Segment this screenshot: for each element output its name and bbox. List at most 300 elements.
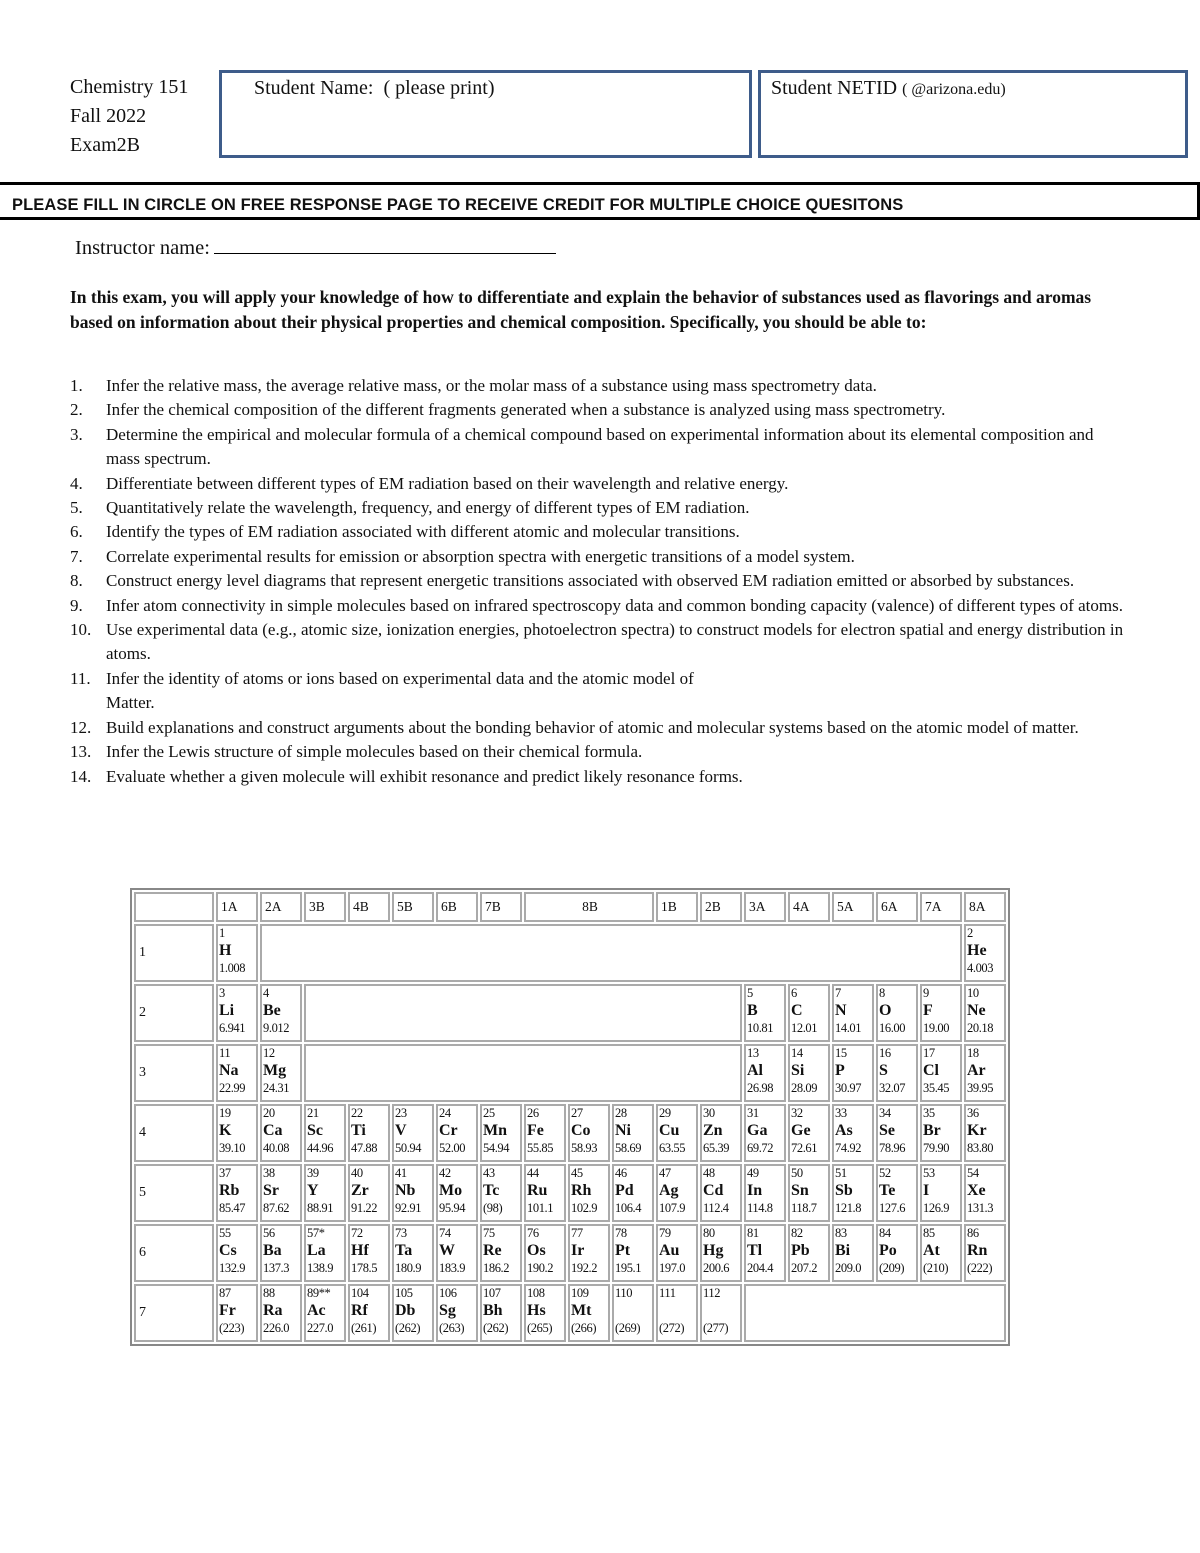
- atomic-number: 87: [219, 1286, 231, 1300]
- atomic-number: 16: [879, 1046, 891, 1060]
- element-cell: [656, 1284, 698, 1342]
- atomic-mass: (223): [219, 1321, 245, 1335]
- element-symbol: Au: [659, 1242, 680, 1259]
- atomic-mass: 55.85: [527, 1141, 554, 1155]
- element-cell: [700, 1104, 742, 1162]
- instruction-banner: PLEASE FILL IN CIRCLE ON FREE RESPONSE PAGE TO RECEIVE CREDIT FOR MULTIPLE CHOICE QUESITONS: [0, 182, 1200, 220]
- atomic-number: 21: [307, 1106, 319, 1120]
- element-cell: [568, 1164, 610, 1222]
- objective-item: 9. Infer atom connectivity in simple molecules based on infrared spectroscopy data and common bonding capacity (valence) of different types of atoms.: [70, 595, 1123, 615]
- objective-item: 13. Infer the Lewis structure of simple molecules based on their chemical formula.: [70, 742, 643, 762]
- group-header: 6A: [876, 892, 918, 922]
- element-cell: [480, 1224, 522, 1282]
- element-symbol: Bh: [483, 1302, 503, 1319]
- atomic-number: 50: [791, 1166, 803, 1180]
- atomic-number: 1: [219, 926, 225, 940]
- atomic-number: 45: [571, 1166, 583, 1180]
- element-symbol: Hs: [527, 1302, 546, 1319]
- element-symbol: [615, 1301, 651, 1321]
- atomic-mass: 12.01: [791, 1021, 818, 1035]
- objective-item: 12. Build explanations and construct arguments about the bonding behavior of atomic and molecular systems based on the atomic model of matter.: [70, 717, 1079, 737]
- blank-cell: [744, 1284, 1006, 1342]
- atomic-number: 10: [967, 986, 979, 1000]
- element-symbol: Nb: [395, 1182, 416, 1199]
- element-cell: [216, 1104, 258, 1162]
- atomic-number: 78: [615, 1226, 627, 1240]
- objective-item: 1. Infer the relative mass, the average relative mass, or the molar mass of a substance using mass spectrometry data.: [70, 376, 877, 395]
- group-header: 1B: [656, 892, 698, 922]
- atomic-number: 12: [263, 1046, 275, 1060]
- element-cell: [876, 1044, 918, 1102]
- atomic-number: 25: [483, 1106, 495, 1120]
- element-symbol: Rf: [351, 1302, 368, 1319]
- learning-objectives: [70, 374, 1130, 789]
- atomic-mass: 40.08: [263, 1141, 290, 1155]
- objective-item: 10. Use experimental data (e.g., atomic size, ionization energies, photoelectron spectra) to construct models for electron spatial and energy distribution in atoms.: [70, 620, 1124, 664]
- atomic-mass: 209.0: [835, 1261, 862, 1275]
- atomic-mass: 227.0: [307, 1321, 334, 1335]
- element-cell: [392, 1224, 434, 1282]
- atomic-mass: 44.96: [307, 1141, 334, 1155]
- period-label: 4: [134, 1104, 214, 1162]
- atomic-number: 75: [483, 1226, 495, 1240]
- atomic-mass: 207.2: [791, 1261, 818, 1275]
- atomic-number: 32: [791, 1106, 803, 1120]
- atomic-mass: 178.5: [351, 1261, 378, 1275]
- atomic-mass: 114.8: [747, 1201, 773, 1215]
- element-cell: [304, 1224, 346, 1282]
- atomic-mass: 85.47: [219, 1201, 246, 1215]
- element-symbol: Sr: [263, 1182, 279, 1199]
- element-symbol: Cs: [219, 1242, 237, 1259]
- group-header: 1A: [216, 892, 258, 922]
- atomic-mass: 9.012: [263, 1021, 290, 1035]
- atomic-mass: 16.00: [879, 1021, 906, 1035]
- element-symbol: In: [747, 1182, 763, 1199]
- atomic-number: 74: [439, 1226, 451, 1240]
- atomic-number: 27: [571, 1106, 583, 1120]
- element-cell: [832, 1104, 874, 1162]
- atomic-number: 105: [395, 1286, 413, 1300]
- element-cell: [216, 1284, 258, 1342]
- atomic-number: 24: [439, 1106, 451, 1120]
- element-symbol: Pd: [615, 1182, 634, 1199]
- element-symbol: Ba: [263, 1242, 282, 1259]
- atomic-number: 88: [263, 1286, 275, 1300]
- element-symbol: N: [835, 1002, 847, 1019]
- atomic-number: 51: [835, 1166, 847, 1180]
- atomic-number: 43: [483, 1166, 495, 1180]
- objective-item: 2. Infer the chemical composition of the different fragments generated when a substance is analyzed using mass spectrometry.: [70, 400, 946, 420]
- atomic-number: 3: [219, 986, 225, 1000]
- atomic-number: 73: [395, 1226, 407, 1240]
- atomic-number: 110: [615, 1286, 633, 1300]
- element-cell: [876, 1104, 918, 1162]
- element-cell: [920, 1044, 962, 1102]
- term: Fall 2022: [70, 105, 147, 127]
- atomic-mass: 106.4: [615, 1201, 642, 1215]
- period-label: 2: [134, 984, 214, 1042]
- element-cell: [744, 984, 786, 1042]
- element-symbol: Fe: [527, 1122, 544, 1139]
- atomic-mass: 78.96: [879, 1141, 906, 1155]
- element-symbol: Rb: [219, 1182, 240, 1199]
- course-name: Chemistry 151: [70, 76, 189, 98]
- element-cell: [568, 1104, 610, 1162]
- element-cell: [436, 1284, 478, 1342]
- atomic-number: 111: [659, 1286, 676, 1300]
- element-cell: [348, 1284, 390, 1342]
- atomic-mass: 58.93: [571, 1141, 598, 1155]
- blank-cell: [304, 984, 742, 1042]
- element-cell: [920, 1104, 962, 1162]
- element-symbol: Co: [571, 1122, 591, 1139]
- element-symbol: S: [879, 1062, 888, 1079]
- atomic-number: 56: [263, 1226, 275, 1240]
- group-header: 5B: [392, 892, 434, 922]
- objective-item: 8. Construct energy level diagrams that represent energetic transitions associated with observed EM radiation emitted or absorbed by substances.: [70, 571, 1075, 591]
- element-cell: [832, 1044, 874, 1102]
- atomic-mass: 30.97: [835, 1081, 862, 1095]
- atomic-mass: 101.1: [527, 1201, 554, 1215]
- element-symbol: Db: [395, 1302, 416, 1319]
- element-symbol: Cd: [703, 1182, 724, 1199]
- atomic-mass: 74.92: [835, 1141, 862, 1155]
- atomic-mass: 10.81: [747, 1021, 774, 1035]
- group-header: 2B: [700, 892, 742, 922]
- atomic-mass: 183.9: [439, 1261, 466, 1275]
- atomic-mass: 91.22: [351, 1201, 378, 1215]
- atomic-number: 52: [879, 1166, 891, 1180]
- element-cell: [612, 1284, 654, 1342]
- atomic-number: 6: [791, 986, 797, 1000]
- atomic-mass: 204.4: [747, 1261, 774, 1275]
- element-symbol: B: [747, 1002, 758, 1019]
- element-cell: [612, 1224, 654, 1282]
- atomic-mass: 127.6: [879, 1201, 906, 1215]
- element-cell: [568, 1284, 610, 1342]
- element-cell: [216, 1164, 258, 1222]
- element-symbol: V: [395, 1122, 407, 1139]
- element-symbol: Ir: [571, 1242, 585, 1259]
- atomic-mass: 137.3: [263, 1261, 290, 1275]
- element-symbol: Pt: [615, 1242, 631, 1259]
- element-cell: [788, 1104, 830, 1162]
- atomic-mass: 22.99: [219, 1081, 246, 1095]
- element-symbol: Kr: [967, 1122, 987, 1139]
- element-cell: [964, 1224, 1006, 1282]
- atomic-mass: (263): [439, 1321, 465, 1335]
- atomic-number: 28: [615, 1106, 627, 1120]
- period-row: [134, 1104, 1006, 1162]
- element-symbol: F: [923, 1002, 933, 1019]
- atomic-mass: 118.7: [791, 1201, 817, 1215]
- element-cell: [524, 1284, 566, 1342]
- element-symbol: Be: [263, 1002, 281, 1019]
- element-cell: [392, 1104, 434, 1162]
- atomic-mass: 102.9: [571, 1201, 598, 1215]
- period-row: [134, 1164, 1006, 1222]
- table-header-row: [134, 892, 1006, 922]
- atomic-number: 79: [659, 1226, 671, 1240]
- atomic-number: 26: [527, 1106, 539, 1120]
- element-symbol: P: [835, 1062, 845, 1079]
- element-symbol: Xe: [967, 1182, 986, 1199]
- atomic-number: 18: [967, 1046, 979, 1060]
- objective-item: 6. Identify the types of EM radiation associated with different atomic and molecular transitions.: [70, 522, 740, 542]
- atomic-number: 38: [263, 1166, 275, 1180]
- atomic-number: 107: [483, 1286, 501, 1300]
- atomic-mass: 88.91: [307, 1201, 334, 1215]
- atomic-mass: (222): [967, 1261, 993, 1275]
- atomic-number: 14: [791, 1046, 803, 1060]
- atomic-number: 31: [747, 1106, 759, 1120]
- element-symbol: Tc: [483, 1182, 500, 1199]
- atomic-mass: 39.10: [219, 1141, 246, 1155]
- period-row: [134, 924, 1006, 982]
- element-symbol: Cl: [923, 1062, 939, 1079]
- atomic-mass: 180.9: [395, 1261, 422, 1275]
- element-cell: [216, 1044, 258, 1102]
- atomic-mass: 65.39: [703, 1141, 730, 1155]
- period-row: [134, 1224, 1006, 1282]
- atomic-number: 34: [879, 1106, 891, 1120]
- element-cell: [964, 924, 1006, 982]
- atomic-mass: 87.62: [263, 1201, 290, 1215]
- element-cell: [304, 1164, 346, 1222]
- atomic-mass: 14.01: [835, 1021, 862, 1035]
- atomic-number: 84: [879, 1226, 891, 1240]
- atomic-mass: 107.9: [659, 1201, 686, 1215]
- atomic-number: 112: [703, 1286, 721, 1300]
- atomic-mass: 92.91: [395, 1201, 422, 1215]
- element-cell: [832, 984, 874, 1042]
- group-header: 3A: [744, 892, 786, 922]
- atomic-mass: (261): [351, 1321, 377, 1335]
- atomic-number: 57*: [307, 1226, 325, 1240]
- atomic-mass: 112.4: [703, 1201, 729, 1215]
- element-cell: [524, 1164, 566, 1222]
- element-cell: [656, 1224, 698, 1282]
- atomic-mass: 226.0: [263, 1321, 290, 1335]
- atomic-mass: 32.07: [879, 1081, 906, 1095]
- element-cell: [876, 984, 918, 1042]
- element-symbol: Mn: [483, 1122, 507, 1139]
- element-symbol: Sc: [307, 1122, 323, 1139]
- element-symbol: I: [923, 1182, 930, 1199]
- blank-cell: [304, 1044, 742, 1102]
- element-symbol: Fr: [219, 1302, 236, 1319]
- atomic-mass: 95.94: [439, 1201, 466, 1215]
- atomic-mass: 121.8: [835, 1201, 862, 1215]
- objective-item: 4. Differentiate between different types of EM radiation based on their wavelength and relative energy.: [70, 473, 789, 493]
- element-symbol: H: [219, 942, 232, 959]
- period-label: 7: [134, 1284, 214, 1342]
- element-symbol: Hf: [351, 1242, 369, 1259]
- element-cell: [700, 1224, 742, 1282]
- group-header: 2A: [260, 892, 302, 922]
- element-symbol: Ar: [967, 1062, 986, 1079]
- element-symbol: [703, 1301, 739, 1321]
- group-header: 8A: [964, 892, 1006, 922]
- group-header: 3B: [304, 892, 346, 922]
- atomic-number: 15: [835, 1046, 847, 1060]
- period-row: [134, 1044, 1006, 1102]
- element-symbol: Si: [791, 1062, 805, 1079]
- element-cell: [788, 1044, 830, 1102]
- atomic-number: 72: [351, 1226, 363, 1240]
- element-cell: [964, 984, 1006, 1042]
- objective-item: 14. Evaluate whether a given molecule will exhibit resonance and predict likely resonance forms.: [70, 766, 743, 786]
- instructor-label: Instructor name:: [75, 237, 210, 259]
- atomic-number: 2: [967, 926, 973, 940]
- instructor-name-row: [75, 233, 556, 260]
- atomic-number: 5: [747, 986, 753, 1000]
- element-symbol: Sn: [791, 1182, 809, 1199]
- element-cell: [480, 1104, 522, 1162]
- element-cell: [216, 984, 258, 1042]
- element-cell: [656, 1104, 698, 1162]
- atomic-number: 44: [527, 1166, 539, 1180]
- element-symbol: C: [791, 1002, 803, 1019]
- atomic-mass: (265): [527, 1321, 553, 1335]
- atomic-mass: 6.941: [219, 1021, 246, 1035]
- period-label: 6: [134, 1224, 214, 1282]
- netid-hint: ( @arizona.edu): [902, 81, 1006, 98]
- atomic-mass: 138.9: [307, 1261, 334, 1275]
- element-cell: [304, 1284, 346, 1342]
- objective-item: 3. Determine the empirical and molecular formula of a chemical compound based on experimental information about its elemental composition and mass spectrum.: [70, 424, 1094, 469]
- atomic-mass: 24.31: [263, 1081, 290, 1095]
- atomic-mass: (262): [395, 1321, 421, 1335]
- element-symbol: Al: [747, 1062, 763, 1079]
- atomic-number: 4: [263, 986, 269, 1000]
- group-header: 6B: [436, 892, 478, 922]
- element-cell: [744, 1104, 786, 1162]
- element-cell: [832, 1164, 874, 1222]
- atomic-mass: (262): [483, 1321, 509, 1335]
- element-cell: [744, 1164, 786, 1222]
- atomic-mass: 131.3: [967, 1201, 994, 1215]
- atomic-number: 9: [923, 986, 929, 1000]
- element-symbol: [659, 1301, 695, 1321]
- atomic-mass: (209): [879, 1261, 905, 1275]
- atomic-mass: (269): [615, 1321, 641, 1335]
- element-cell: [568, 1224, 610, 1282]
- atomic-number: 89**: [307, 1286, 331, 1300]
- atomic-number: 53: [923, 1166, 935, 1180]
- periodic-table: [130, 888, 1010, 1346]
- element-cell: [216, 924, 258, 982]
- element-cell: [524, 1224, 566, 1282]
- element-cell: [436, 1104, 478, 1162]
- objective-item: 11. Infer the identity of atoms or ions based on experimental data and the atomic model of Matter.: [70, 668, 694, 713]
- atomic-mass: 52.00: [439, 1141, 466, 1155]
- atomic-mass: 190.2: [527, 1261, 554, 1275]
- element-symbol: Ra: [263, 1302, 283, 1319]
- atomic-number: 104: [351, 1286, 369, 1300]
- element-cell: [832, 1224, 874, 1282]
- atomic-number: 40: [351, 1166, 363, 1180]
- element-cell: [876, 1224, 918, 1282]
- atomic-number: 49: [747, 1166, 759, 1180]
- element-symbol: O: [879, 1002, 892, 1019]
- element-cell: [920, 1164, 962, 1222]
- atomic-number: 23: [395, 1106, 407, 1120]
- element-symbol: Br: [923, 1122, 941, 1139]
- element-cell: [260, 1044, 302, 1102]
- atomic-mass: 39.95: [967, 1081, 994, 1095]
- element-symbol: Mo: [439, 1182, 463, 1199]
- element-symbol: Ti: [351, 1122, 366, 1139]
- atomic-number: 108: [527, 1286, 545, 1300]
- element-symbol: Ta: [395, 1242, 413, 1259]
- atomic-number: 11: [219, 1046, 231, 1060]
- atomic-number: 81: [747, 1226, 759, 1240]
- student-name-field[interactable]: [219, 70, 752, 158]
- period-label: 1: [134, 924, 214, 982]
- atomic-mass: 69.72: [747, 1141, 774, 1155]
- atomic-mass: (98): [483, 1201, 503, 1215]
- element-symbol: Ne: [967, 1002, 986, 1019]
- element-symbol: W: [439, 1242, 455, 1259]
- element-cell: [348, 1104, 390, 1162]
- element-symbol: Cu: [659, 1122, 680, 1139]
- atomic-mass: 63.55: [659, 1141, 686, 1155]
- element-cell: [612, 1104, 654, 1162]
- element-symbol: Ac: [307, 1302, 326, 1319]
- atomic-mass: 20.18: [967, 1021, 994, 1035]
- element-symbol: Hg: [703, 1242, 724, 1259]
- element-cell: [480, 1284, 522, 1342]
- element-symbol: Ga: [747, 1122, 768, 1139]
- atomic-number: 55: [219, 1226, 231, 1240]
- exam-id: Exam2B: [70, 134, 140, 156]
- element-symbol: K: [219, 1122, 232, 1139]
- student-netid-field[interactable]: [758, 70, 1188, 158]
- element-cell: [788, 1164, 830, 1222]
- atomic-mass: (266): [571, 1321, 597, 1335]
- atomic-mass: 132.9: [219, 1261, 246, 1275]
- instructor-name-line[interactable]: [214, 233, 556, 254]
- element-symbol: Mt: [571, 1302, 592, 1319]
- objective-item: 7. Correlate experimental results for emission or absorption spectra with energetic transitions of a model system.: [70, 546, 855, 566]
- atomic-mass: (210): [923, 1261, 949, 1275]
- atomic-number: 86: [967, 1226, 979, 1240]
- atomic-mass: 35.45: [923, 1081, 950, 1095]
- atomic-number: 47: [659, 1166, 671, 1180]
- atomic-number: 22: [351, 1106, 363, 1120]
- atomic-number: 36: [967, 1106, 979, 1120]
- element-cell: [744, 1224, 786, 1282]
- group-header: 8B: [524, 892, 654, 922]
- netid-label: Student NETID: [771, 77, 898, 99]
- atomic-number: 20: [263, 1106, 275, 1120]
- element-symbol: Zn: [703, 1122, 723, 1139]
- group-header: 7A: [920, 892, 962, 922]
- period-row: [134, 1284, 1006, 1342]
- group-header: 4B: [348, 892, 390, 922]
- atomic-number: 82: [791, 1226, 803, 1240]
- element-cell: [920, 1224, 962, 1282]
- element-cell: [700, 1164, 742, 1222]
- atomic-mass: 126.9: [923, 1201, 950, 1215]
- course-info: [70, 73, 188, 160]
- element-symbol: Bi: [835, 1242, 851, 1259]
- student-name-label: Student Name:: [254, 77, 374, 99]
- element-symbol: Cr: [439, 1122, 458, 1139]
- atomic-number: 41: [395, 1166, 407, 1180]
